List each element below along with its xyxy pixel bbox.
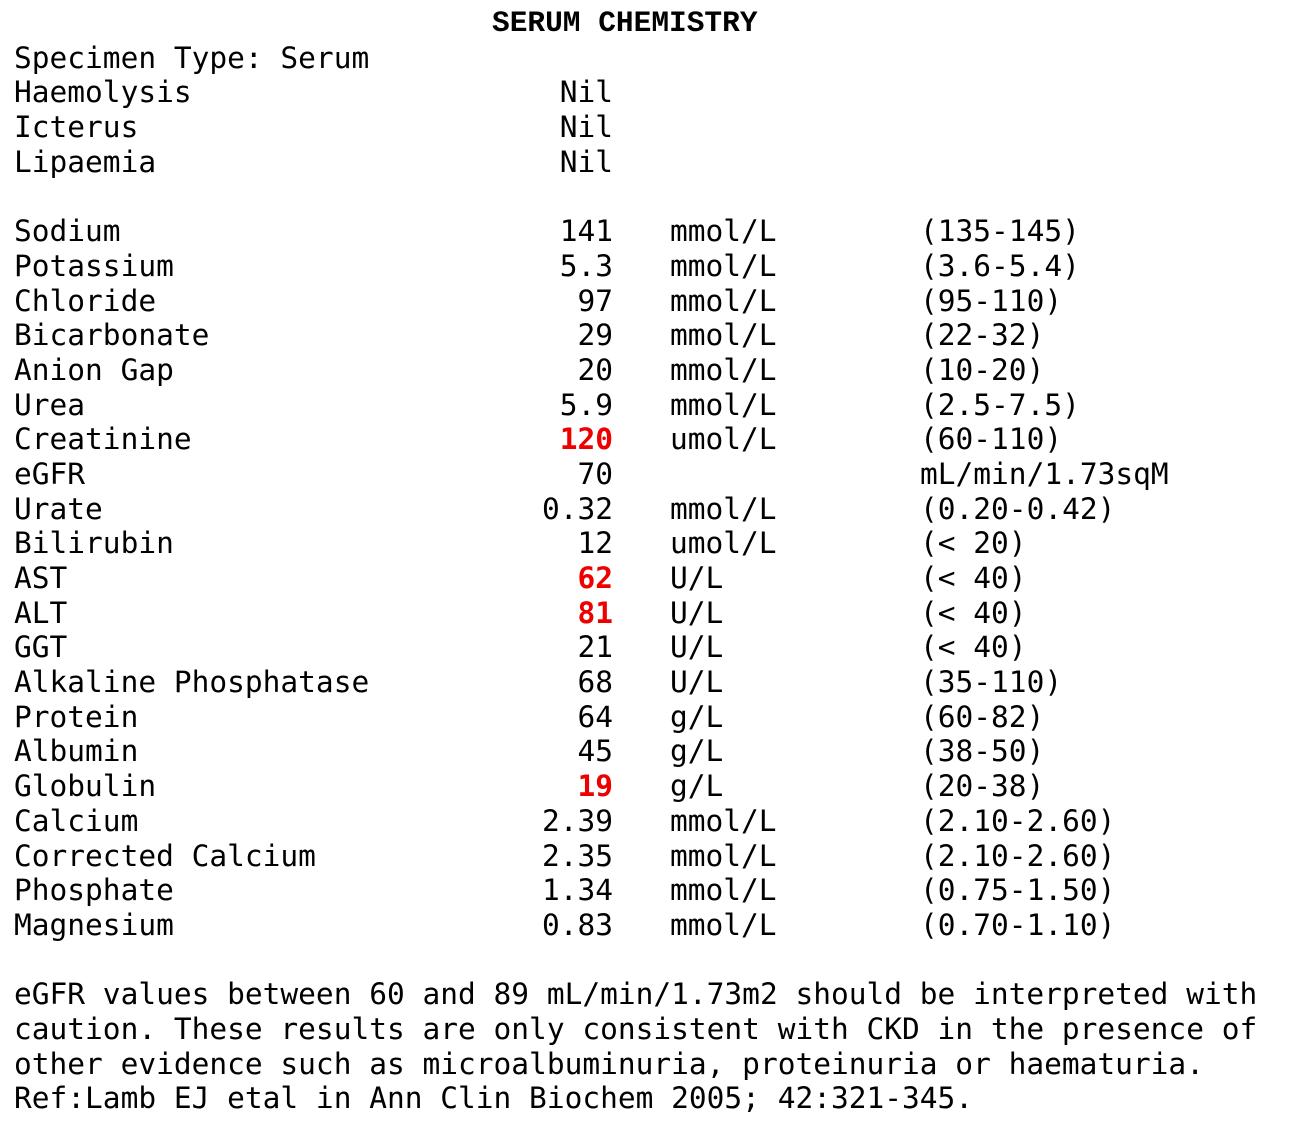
analyte-value: 62: [577, 561, 613, 595]
result-row: [0, 769, 1290, 804]
quality-label: Lipaemia: [14, 144, 157, 179]
analyte-unit: U/L: [670, 630, 724, 665]
analyte-name: Bilirubin: [14, 526, 174, 561]
specimen-type-line: [0, 41, 1290, 76]
analyte-name: Calcium: [14, 803, 139, 838]
analyte-reference-range: (0.20-0.42): [920, 491, 1116, 526]
analyte-value: 64: [577, 699, 613, 734]
footnote-line-1: eGFR values between 60 and 89 mL/min/1.73m2 should be interpreted with: [14, 977, 1258, 1012]
analyte-name: Phosphate: [14, 873, 174, 908]
result-row: [0, 526, 1290, 561]
analyte-unit: umol/L: [670, 422, 777, 457]
analyte-reference-range: (< 40): [920, 630, 1027, 665]
analyte-name: Urea: [14, 387, 86, 422]
analyte-name: Corrected Calcium: [14, 838, 316, 873]
analyte-value: 141: [559, 214, 613, 249]
analyte-unit: mmol/L: [670, 491, 777, 526]
analyte-reference-range: (22-32): [920, 318, 1045, 353]
quality-value: Nil: [559, 75, 613, 110]
footnote-line-3: other evidence such as microalbuminuria, proteinuria or haematuria.: [14, 1046, 1204, 1081]
footnote-line-2: caution. These results are only consistent with CKD in the presence of: [14, 1011, 1258, 1046]
analyte-value: 45: [577, 734, 613, 769]
analyte-reference-range: (2.5-7.5): [920, 387, 1080, 422]
result-row: [0, 596, 1290, 631]
analyte-unit: mmol/L: [670, 283, 777, 318]
analyte-reference-range: (2.10-2.60): [920, 803, 1116, 838]
result-row: [0, 700, 1290, 735]
analyte-name: ALT: [14, 595, 68, 630]
quality-value: Nil: [559, 110, 613, 145]
results-section: [0, 214, 1290, 942]
analyte-value: 19: [577, 769, 613, 804]
analyte-unit: g/L: [670, 769, 724, 804]
analyte-name: eGFR: [14, 456, 86, 491]
spacer: [0, 179, 1290, 214]
analyte-unit: mmol/L: [670, 873, 777, 908]
analyte-unit: umol/L: [670, 526, 777, 561]
result-row: [0, 873, 1290, 908]
result-row: [0, 457, 1290, 492]
analyte-name: Urate: [14, 491, 103, 526]
analyte-name: Potassium: [14, 248, 174, 283]
spacer: [0, 943, 1290, 978]
analyte-name: Protein: [14, 699, 139, 734]
analyte-value: 29: [577, 318, 613, 353]
analyte-name: Creatinine: [14, 422, 192, 457]
analyte-unit: mmol/L: [670, 318, 777, 353]
report-title: SERUM CHEMISTRY: [492, 6, 758, 40]
analyte-reference-range: (60-110): [920, 422, 1063, 457]
analyte-reference-range: (20-38): [920, 769, 1045, 804]
result-row: [0, 388, 1290, 423]
analyte-reference-range: (3.6-5.4): [920, 248, 1080, 283]
analyte-value: 21: [577, 630, 613, 665]
analyte-unit: mmol/L: [670, 907, 777, 942]
result-row: [0, 630, 1290, 665]
analyte-unit: g/L: [670, 699, 724, 734]
analyte-reference-range: (35-110): [920, 665, 1063, 700]
analyte-reference-range: (0.75-1.50): [920, 873, 1116, 908]
analyte-unit: U/L: [670, 665, 724, 700]
footnote-reference-citation: Ref:Lamb EJ etal in Ann Clin Biochem 2005; 42:321-345.: [14, 1081, 974, 1116]
result-row: [0, 353, 1290, 388]
analyte-reference-range: (38-50): [920, 734, 1045, 769]
analyte-reference-range: (95-110): [920, 283, 1063, 318]
result-row: [0, 908, 1290, 943]
analyte-unit: mmol/L: [670, 352, 777, 387]
analyte-value: 70: [577, 456, 613, 491]
analyte-name: Sodium: [14, 214, 121, 249]
analyte-reference-range: (0.70-1.10): [920, 907, 1116, 942]
analyte-name: GGT: [14, 630, 68, 665]
analyte-value: 5.3: [559, 248, 613, 283]
analyte-name: AST: [14, 561, 68, 595]
analyte-value: 97: [577, 283, 613, 318]
quality-value: Nil: [559, 144, 613, 179]
analyte-name: Alkaline Phosphatase: [14, 665, 370, 700]
analyte-unit: mmol/L: [670, 387, 777, 422]
analyte-reference-range: (135-145): [920, 214, 1080, 249]
result-row: [0, 249, 1290, 284]
analyte-unit: U/L: [670, 561, 724, 595]
result-row: [0, 422, 1290, 457]
result-row: [0, 804, 1290, 839]
result-row: [0, 284, 1290, 319]
result-row: [0, 492, 1290, 527]
analyte-unit: g/L: [670, 734, 724, 769]
analyte-reference-range: mL/min/1.73sqM: [920, 456, 1169, 491]
analyte-reference-range: (10-20): [920, 352, 1045, 387]
result-row: [0, 318, 1290, 353]
analyte-value: 0.83: [541, 907, 613, 942]
egfr-footnote: [0, 977, 1290, 1116]
specimen-quality-section: [0, 75, 1290, 179]
result-row: [0, 665, 1290, 700]
analyte-name: Albumin: [14, 734, 139, 769]
analyte-name: Globulin: [14, 769, 157, 804]
specimen-type-text: Specimen Type: Serum: [14, 40, 370, 75]
quality-label: Haemolysis: [14, 75, 192, 110]
quality-row: [0, 145, 1290, 180]
analyte-value: 12: [577, 526, 613, 561]
analyte-value: 2.35: [541, 838, 613, 873]
analyte-reference-range: (< 40): [920, 561, 1027, 595]
analyte-name: Anion Gap: [14, 352, 174, 387]
analyte-reference-range: (60-82): [920, 699, 1045, 734]
analyte-value: 5.9: [559, 387, 613, 422]
result-row: [0, 839, 1290, 874]
result-row: [0, 734, 1290, 769]
result-row: [0, 214, 1290, 249]
analyte-value: 20: [577, 352, 613, 387]
analyte-unit: mmol/L: [670, 214, 777, 249]
analyte-reference-range: (2.10-2.60): [920, 838, 1116, 873]
result-row: [0, 561, 1290, 596]
analyte-unit: mmol/L: [670, 248, 777, 283]
analyte-value: 81: [577, 595, 613, 630]
analyte-value: 1.34: [541, 873, 613, 908]
analyte-reference-range: (< 20): [920, 526, 1027, 561]
analyte-value: 68: [577, 665, 613, 700]
analyte-name: Chloride: [14, 283, 157, 318]
analyte-reference-range: (< 40): [920, 595, 1027, 630]
analyte-value: 2.39: [541, 803, 613, 838]
analyte-value: 120: [559, 422, 613, 457]
quality-label: Icterus: [14, 110, 139, 145]
analyte-unit: mmol/L: [670, 838, 777, 873]
analyte-unit: mmol/L: [670, 803, 777, 838]
analyte-name: Magnesium: [14, 907, 174, 942]
analyte-unit: U/L: [670, 595, 724, 630]
analyte-name: Bicarbonate: [14, 318, 210, 353]
quality-row: [0, 75, 1290, 110]
quality-row: [0, 110, 1290, 145]
analyte-value: 0.32: [541, 491, 613, 526]
